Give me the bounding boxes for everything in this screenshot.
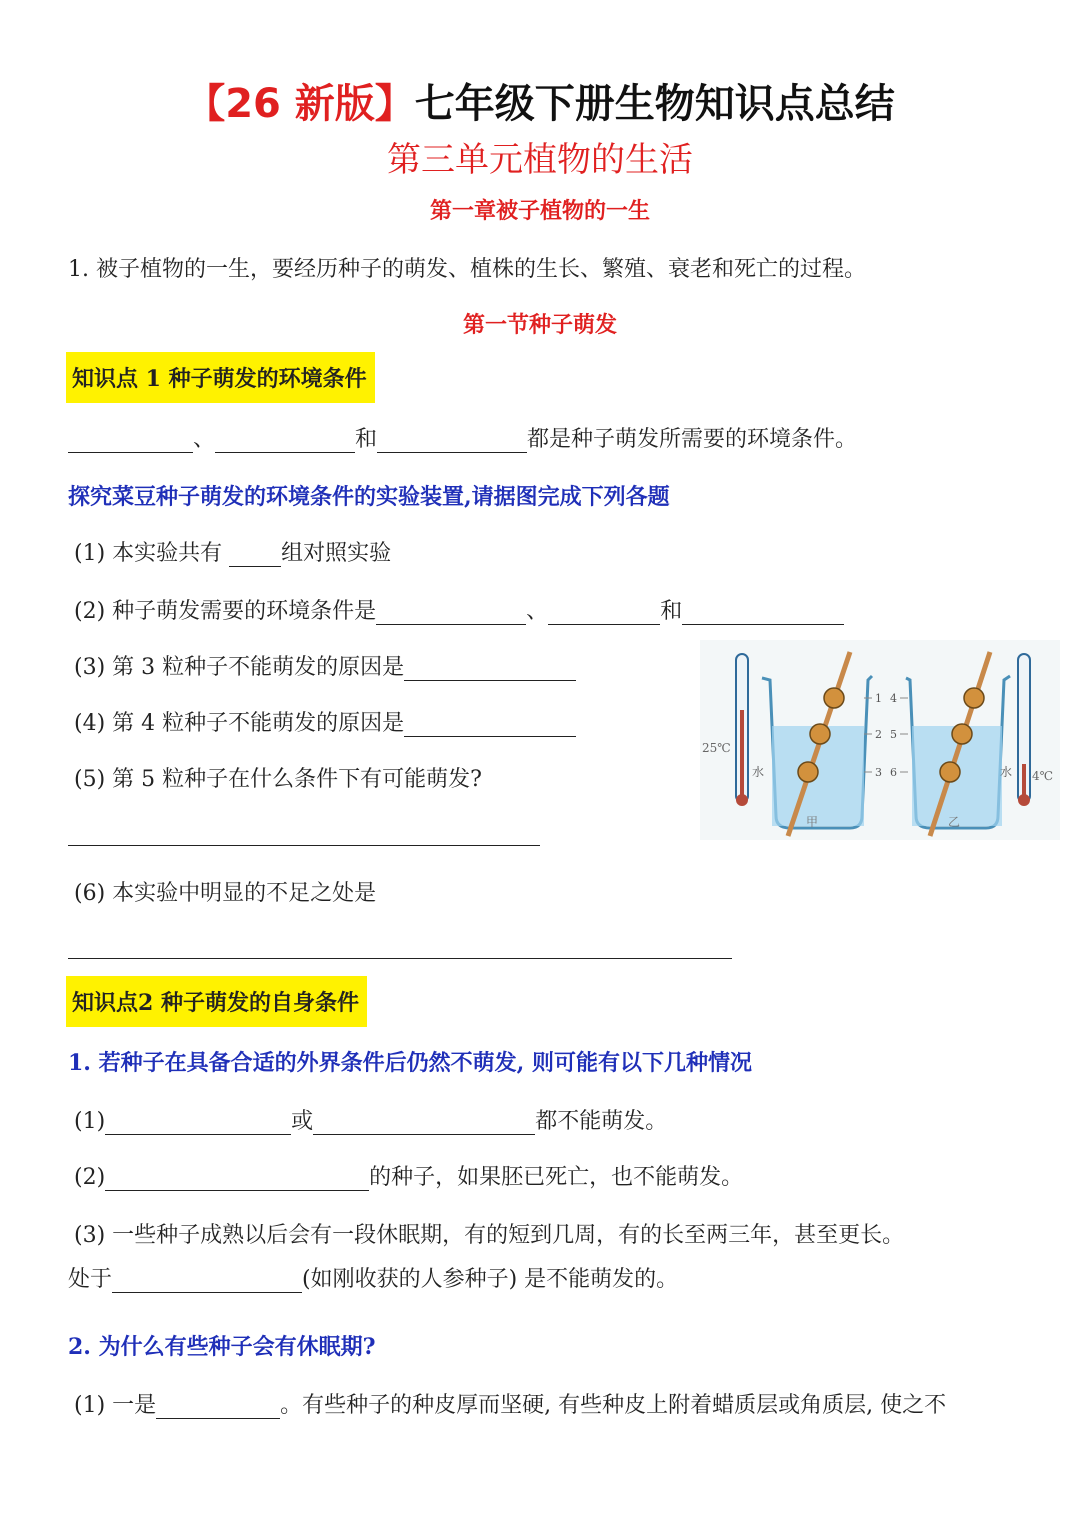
kp2-line-1-or: 或 [291, 1109, 314, 1134]
question-1-tail: 组对照实验 [281, 541, 392, 566]
experiment-heading: 探究菜豆种子萌发的环境条件的实验装置,请据图完成下列各题 [68, 484, 670, 510]
sep-1: 、 [193, 427, 216, 452]
answer-blank-q2-a[interactable] [376, 602, 526, 625]
question-1 [74, 536, 391, 567]
answer-line-q6[interactable] [68, 958, 732, 959]
question-4 [74, 706, 576, 737]
kp2-line-1-tail: 都不能萌发。 [535, 1109, 668, 1134]
kp2-line-3b-tail: (如刚收获的人参种子) 是不能萌发的。 [302, 1267, 679, 1292]
kp2-line-3b-text: 处于 [68, 1267, 113, 1292]
question-2 [74, 594, 844, 625]
temp-left-label: 25℃ [702, 741, 731, 755]
kp2-line-1 [74, 1104, 667, 1135]
answer-blank-kp2-1b[interactable] [313, 1112, 535, 1135]
dormancy-line-1-text: (1) 一是 [74, 1393, 157, 1418]
beaker-right-label: 乙 [948, 815, 961, 829]
question-3-text: (3) 第 3 粒种子不能萌发的原因是 [74, 655, 405, 680]
question-2-and: 和 [660, 599, 683, 624]
beaker-left-label: 甲 [806, 815, 819, 829]
kp2-line-3: (3) 一些种子成熟以后会有一段休眠期，有的短到几周，有的长至两三年，甚至更长。 [74, 1223, 905, 1248]
answer-line-q5[interactable] [68, 845, 540, 846]
kp2-question-heading: 1. 若种子在具备合适的外界条件后仍然不萌发, 则可能有以下几种情况 [68, 1050, 752, 1076]
intro-text: 1. 被子植物的一生，要经历种子的萌发、植株的生长、繁殖、衰老和死亡的过程。 [68, 257, 866, 282]
water-label-right: 水 [1000, 765, 1013, 779]
question-3 [74, 650, 576, 681]
blank-3[interactable] [377, 430, 527, 453]
answer-blank-kp2-1a[interactable] [105, 1112, 291, 1135]
dormancy-line-1-tail: 。有些种子的种皮厚而坚硬, 有些种皮上附着蜡质层或角质层, 使之不 [280, 1393, 947, 1418]
kp2-line-1-num: (1) [74, 1109, 106, 1134]
answer-blank-q1[interactable] [229, 544, 281, 567]
title-edition: 26 新版 [225, 81, 375, 127]
section-title: 第一节种子萌发 [462, 312, 617, 338]
kp2-line-2 [74, 1160, 743, 1191]
kp2-line-2-tail: 的种子，如果胚已死亡，也不能萌发。 [369, 1165, 744, 1190]
answer-blank-q4[interactable] [404, 714, 576, 737]
blank-2[interactable] [215, 430, 355, 453]
unit-title: 第三单元植物的生活 [387, 140, 693, 180]
question-5: (5) 第 5 粒种子在什么条件下有可能萌发? [74, 767, 482, 792]
question-4-text: (4) 第 4 粒种子不能萌发的原因是 [74, 711, 405, 736]
title-bracket-close: 】 [374, 81, 415, 127]
chapter-title: 第一章被子植物的一生 [429, 198, 650, 224]
water-label-left: 水 [752, 765, 765, 779]
answer-blank-q3[interactable] [404, 658, 576, 681]
seed-number-2: 2 [875, 728, 882, 741]
seed-number-5: 5 [890, 728, 897, 741]
document-title [0, 72, 1080, 129]
seed-number-4: 4 [890, 692, 897, 705]
fill-tail: 都是种子萌发所需要的环境条件。 [527, 427, 858, 452]
seed-number-1: 1 [875, 692, 882, 705]
answer-blank-q2-c[interactable] [682, 602, 844, 625]
question-6: (6) 本实验中明显的不足之处是 [74, 881, 377, 906]
question-2-sep: 、 [526, 599, 549, 624]
kp2-line-3b [68, 1262, 678, 1293]
thermometer-right-icon [1018, 654, 1030, 806]
experiment-figure [700, 640, 1060, 840]
answer-blank-kp2-3[interactable] [112, 1270, 302, 1293]
answer-blank-dormancy-1[interactable] [156, 1396, 280, 1419]
blank-1[interactable] [68, 430, 193, 453]
temp-right-label: 4℃ [1032, 769, 1054, 783]
and-1: 和 [355, 427, 378, 452]
seed-number-3: 3 [875, 766, 882, 779]
knowledge-point-2-heading: 知识点2 种子萌发的自身条件 [66, 976, 367, 1027]
seed-number-6: 6 [890, 766, 897, 779]
answer-blank-kp2-2[interactable] [105, 1168, 369, 1191]
question-1-text: (1) 本实验共有 [74, 541, 230, 566]
title-main: 七年级下册生物知识点总结 [414, 81, 895, 127]
dormancy-line-1 [74, 1388, 946, 1419]
kp2-line-2-num: (2) [74, 1165, 106, 1190]
dormancy-question-heading: 2. 为什么有些种子会有休眠期? [68, 1334, 376, 1360]
thermometer-left-icon [736, 654, 748, 806]
fill-line-conditions [68, 422, 857, 453]
answer-blank-q2-b[interactable] [548, 602, 660, 625]
question-2-text: (2) 种子萌发需要的环境条件是 [74, 599, 377, 624]
knowledge-point-1-heading: 知识点 1 种子萌发的环境条件 [66, 352, 375, 403]
title-bracket-open: 【 [185, 81, 226, 127]
